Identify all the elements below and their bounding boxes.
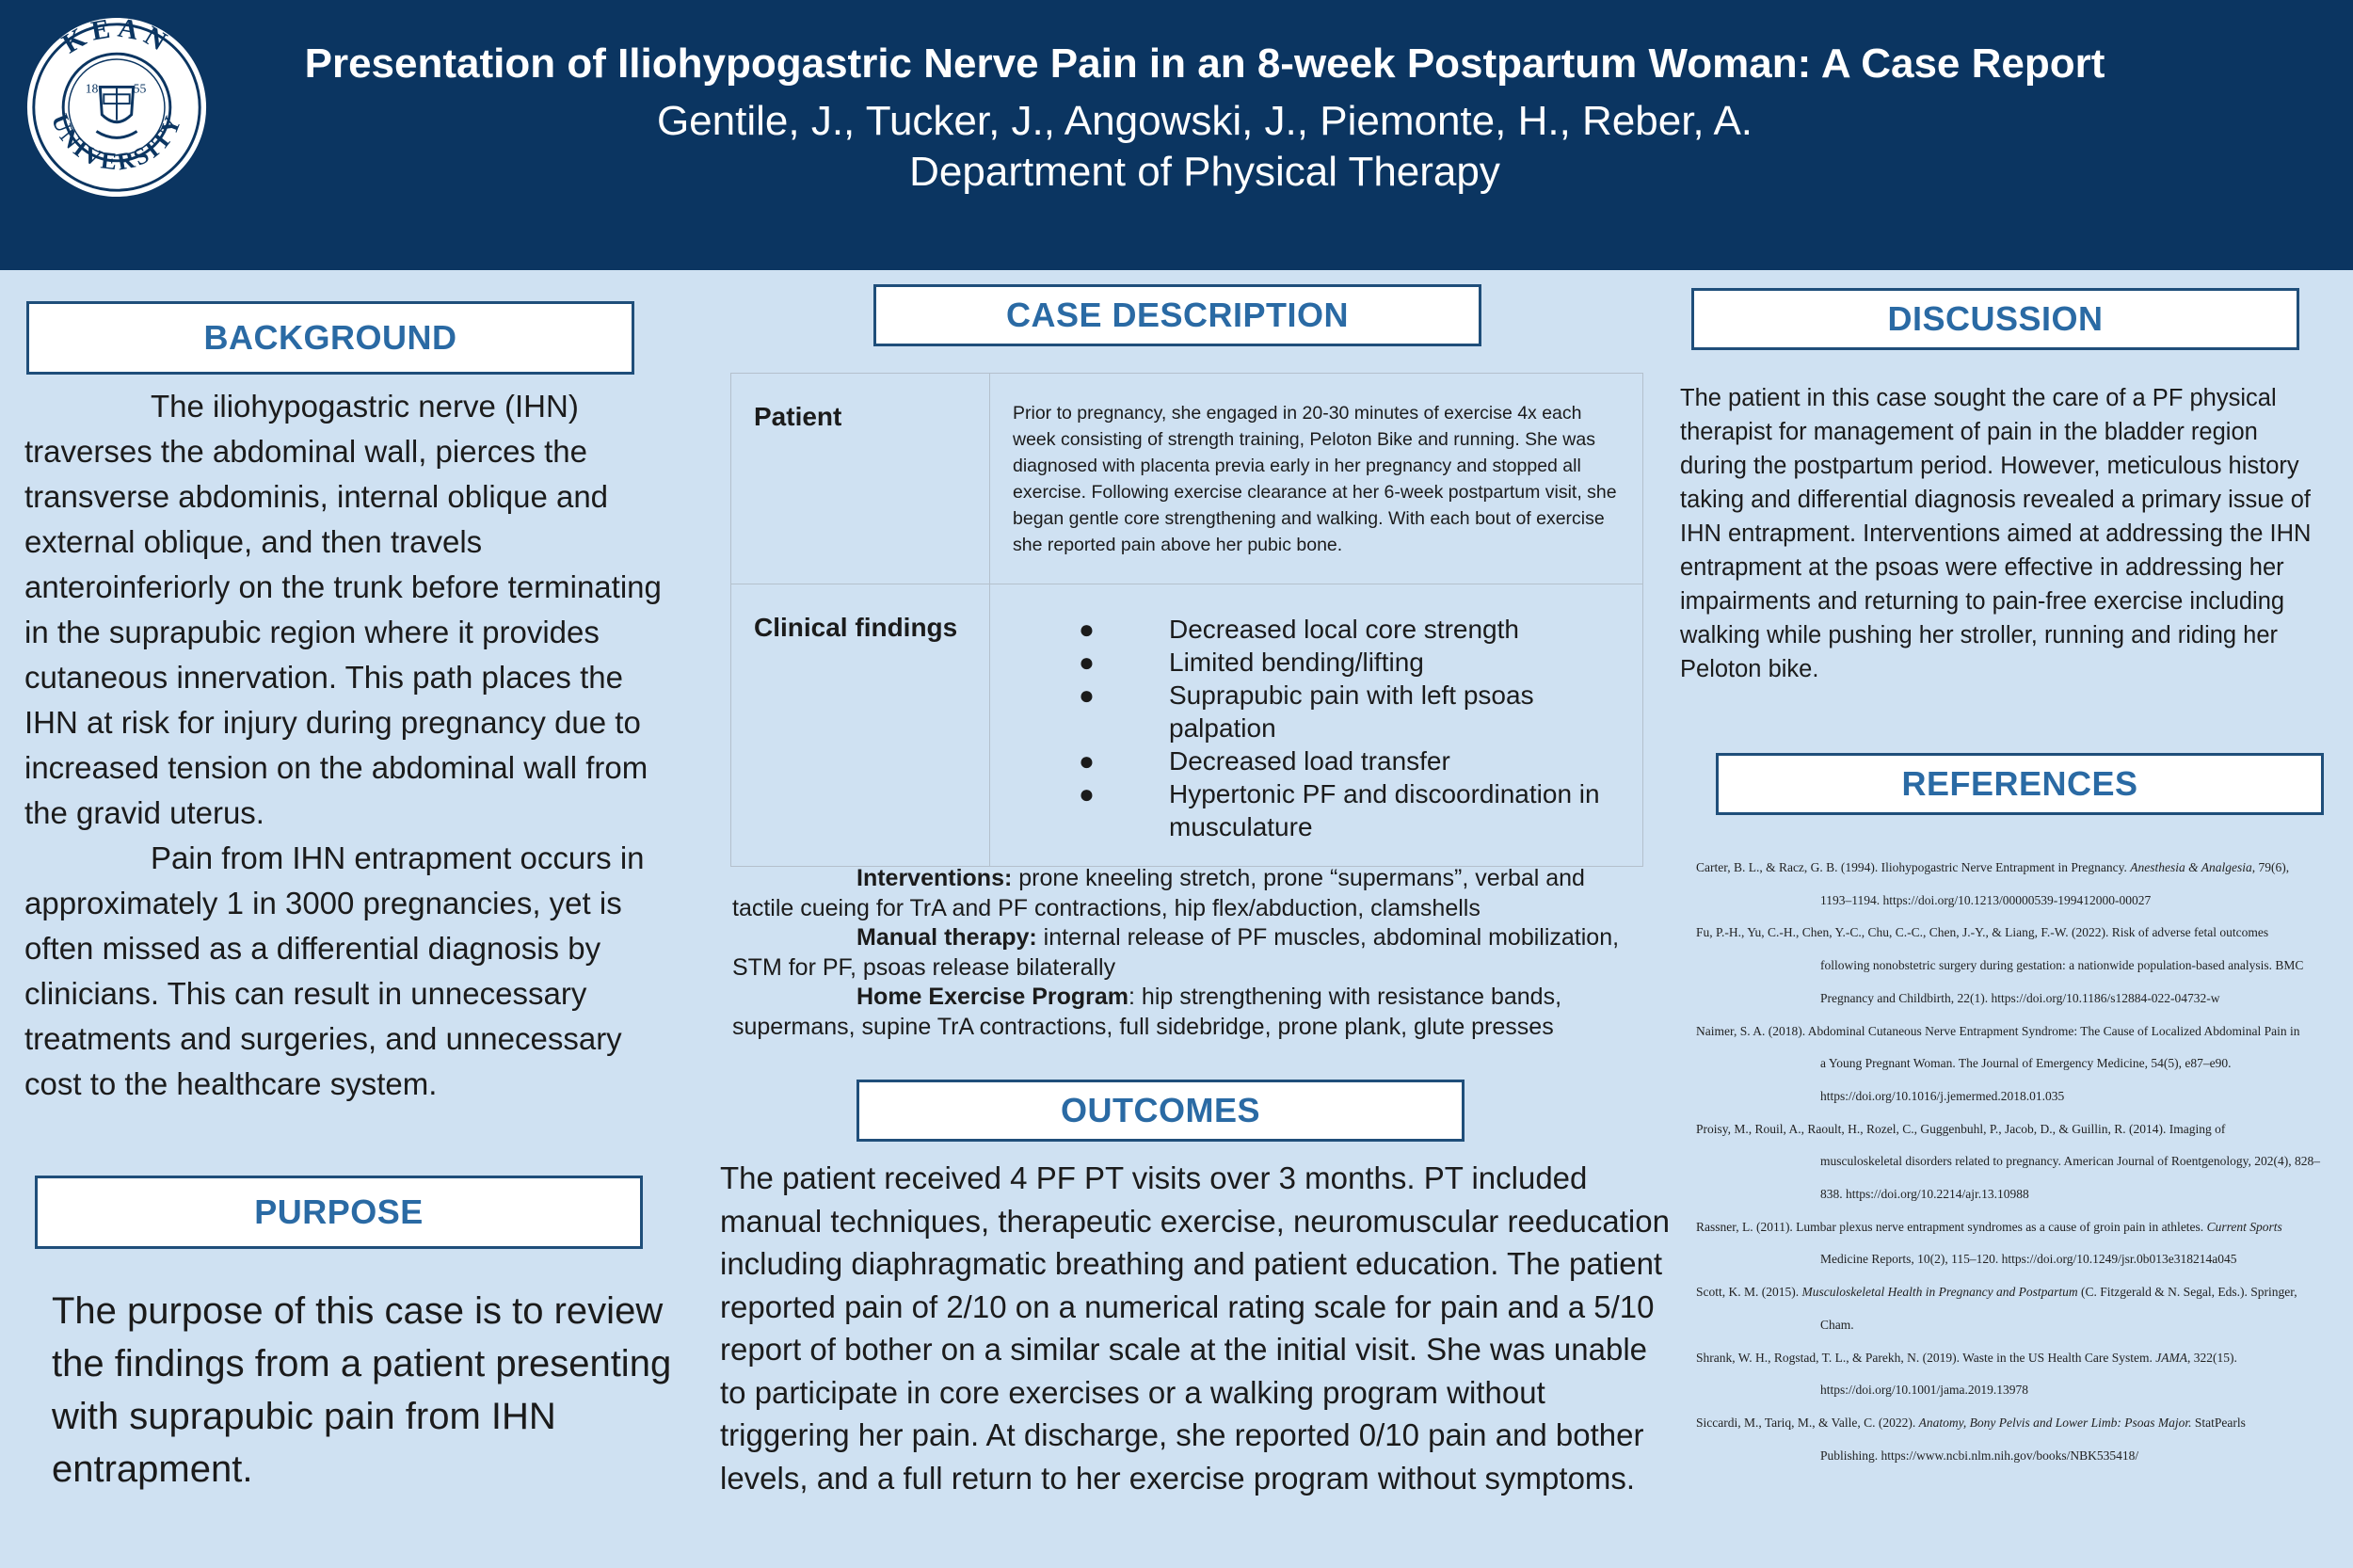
- clinical-findings-label: Clinical findings: [731, 584, 990, 867]
- manual-therapy-label: Manual therapy:: [856, 924, 1037, 951]
- finding-text: Decreased load transfer: [1169, 746, 1450, 776]
- finding-text: Decreased local core strength: [1169, 615, 1519, 644]
- list-item: [990, 613, 1633, 646]
- svg-text:UNIVERSITY: UNIVERSITY: [45, 109, 188, 176]
- reference-item: Shrank, W. H., Rogstad, T. L., & Parekh, N. (2019). Waste in the US Health Care System. JAMA, 322(15). https://doi.org/10.1001/jama.2019.13978: [1696, 1350, 2237, 1398]
- home-exercise-label: Home Exercise Program: [856, 984, 1129, 1010]
- reference-item: Naimer, S. A. (2018). Abdominal Cutaneous Nerve Entrapment Syndrome: The Cause of Localized Abdominal Pain in a Young Pregnant Woman. The Journal of Emergency Medicine, 54(5), e87–e90. https://doi.org/10.1016/j.jemermed.2018.01.035: [1696, 1023, 2300, 1103]
- background-paragraph: Pain from IHN entrapment occurs in approximately 1 in 3000 pregnancies, yet is often missed as a differential diagnosis by clinicians. This can result in unnecessary treatments and surgeries, and unnecessary cost to the healthcare system.: [24, 840, 645, 1101]
- poster-department: Department of Physical Therapy: [909, 149, 1500, 195]
- svg-text:KEAN: KEAN: [56, 15, 177, 60]
- reference-item: Scott, K. M. (2015). Musculoskeletal Health in Pregnancy and Postpartum (C. Fitzgerald & N. Segal, Eds.). Springer, Cham.: [1696, 1285, 2297, 1332]
- manual-therapy-text: internal release of PF muscles, abdominal mobilization, STM for PF, psoas release bilaterally: [732, 924, 1620, 981]
- reference-item: Fu, P.-H., Yu, C.-H., Chen, Y.-C., Chu, C.-C., Chen, J.-Y., & Liang, F.-W. (2022). Risk of adverse fetal outcomes following nonobstetric surgery during gestation: a nationwide population-based analysis. BMC Pregnancy and Childbirth, 22(1). https://doi.org/10.1186/s12884-022-04732-w: [1696, 925, 2304, 1005]
- background-paragraph: The iliohypogastric nerve (IHN) traverses the abdominal wall, pierces the transverse abdominis, internal oblique and external oblique, and then travels anteroinferiorly on the trunk before terminating in the suprapubic region where it provides cutaneous innervation. This path places the IHN at risk for injury during pregnancy due to increased tension on the abdominal wall from the gravid uterus.: [24, 389, 662, 830]
- list-item: [990, 744, 1633, 777]
- poster-title: Presentation of Iliohypogastric Nerve Pain in an 8-week Postpartum Woman: A Case Report: [304, 40, 2105, 87]
- discussion-body: The patient in this case sought the care of a PF physical therapist for management of pain in the bladder region during the postpartum period. However, meticulous history taking and differential diagnosis revealed a primary issue of IHN entrapment. Interventions aimed at addressing the IHN entrapment at the psoas were effective in addressing her impairments and returning to pain-free exercise including walking while pushing her stroller, running and riding her Peloton bike.: [1680, 385, 2312, 682]
- background-heading: BACKGROUND: [26, 301, 634, 375]
- purpose-heading: PURPOSE: [35, 1176, 643, 1249]
- discussion-heading: DISCUSSION: [1691, 288, 2299, 350]
- list-item: [990, 679, 1633, 744]
- reference-item: Rassner, L. (2011). Lumbar plexus nerve entrapment syndromes as a cause of groin pain in athletes. Current Sports Medicine Reports, 10(2), 115–120. https://doi.org/10.1249/jsr.0b013e318214a045: [1696, 1219, 2282, 1267]
- svg-text:18: 18: [85, 81, 99, 96]
- clinical-findings-cell: [990, 584, 1643, 867]
- references-list: [1696, 852, 2336, 1472]
- bullet-icon: ●: [1079, 680, 1095, 710]
- reference-item: Proisy, M., Rouil, A., Raoult, H., Rozel, C., Guggenbuhl, P., Jacob, D., & Guillin, R. (2014). Imaging of musculoskeletal disorders related to pregnancy. American Journal of Roentgenology, 202(4), 828–838. https://doi.org/10.2214/ajr.13.10988: [1696, 1121, 2320, 1202]
- reference-item: Carter, B. L., & Racz, G. B. (1994). Iliohypogastric Nerve Entrapment in Pregnancy. Anesthesia & Analgesia, 79(6), 1193–1194. https://doi.org/10.1213/00000539-199412000-00027: [1696, 860, 2290, 907]
- kean-university-seal-icon: [24, 15, 209, 200]
- patient-text: Prior to pregnancy, she engaged in 20-30 minutes of exercise 4x each week consisting of strength training, Peloton Bike and running. She was diagnosed with placenta previa early in her pregnancy and stopped all exercise. Following exercise clearance at her 6-week postpartum visit, she began gentle core strengthening and walking. With each bout of exercise she reported pain above her pubic bone.: [990, 374, 1643, 584]
- interventions-label: Interventions:: [856, 865, 1013, 891]
- interventions-block: [732, 864, 1636, 1042]
- list-item: [990, 646, 1633, 679]
- svg-text:55: 55: [133, 81, 147, 96]
- references-heading: REFERENCES: [1716, 753, 2324, 815]
- home-exercise-text: : hip strengthening with resistance bands, supermans, supine TrA contractions, full sidebridge, prone plank, glute presses: [732, 984, 1562, 1040]
- finding-text: Hypertonic PF and discoordination in musculature: [1169, 779, 1600, 841]
- case-table: [730, 373, 1643, 867]
- purpose-body: The purpose of this case is to review the findings from a patient presenting with suprapubic pain from IHN entrapment.: [52, 1290, 672, 1490]
- poster-header: [0, 0, 2353, 270]
- clinical-findings-list: [990, 584, 1642, 843]
- table-row: [731, 374, 1643, 584]
- interventions-text: prone kneeling stretch, prone “supermans”, verbal and tactile cueing for TrA and PF contractions, hip flex/abduction, clamshells: [732, 865, 1585, 921]
- case-description-heading: CASE DESCRIPTION: [873, 284, 1481, 346]
- poster-authors: Gentile, J., Tucker, J., Angowski, J., Piemonte, H., Reber, A.: [656, 98, 1753, 144]
- bullet-icon: ●: [1079, 615, 1095, 644]
- background-body: [24, 384, 683, 1107]
- table-row: [731, 584, 1643, 867]
- bullet-icon: ●: [1079, 746, 1095, 776]
- patient-label: Patient: [731, 374, 990, 584]
- finding-text: Limited bending/lifting: [1169, 648, 1424, 677]
- list-item: [990, 777, 1633, 843]
- outcomes-heading: OUTCOMES: [856, 1080, 1465, 1142]
- bullet-icon: ●: [1079, 779, 1095, 808]
- bullet-icon: ●: [1079, 648, 1095, 677]
- finding-text: Suprapubic pain with left psoas palpation: [1169, 680, 1534, 743]
- reference-item: Siccardi, M., Tariq, M., & Valle, C. (2022). Anatomy, Bony Pelvis and Lower Limb: Psoas Major. StatPearls Publishing. https://www.ncbi.nlm.nih.gov/books/NBK535418/: [1696, 1415, 2246, 1463]
- outcomes-body: The patient received 4 PF PT visits over 3 months. PT included manual techniques, therapeutic exercise, neuromuscular reeducation including diaphragmatic breathing and patient education. The patient reported pain of 2/10 on a numerical rating scale for pain and a 5/10 report of bother on a similar scale at the initial visit. She was unable to participate in core exercises or a walking program without triggering her pain. At discharge, she reported 0/10 pain and bother levels, and a full return to her exercise program without symptoms.: [720, 1160, 1670, 1496]
